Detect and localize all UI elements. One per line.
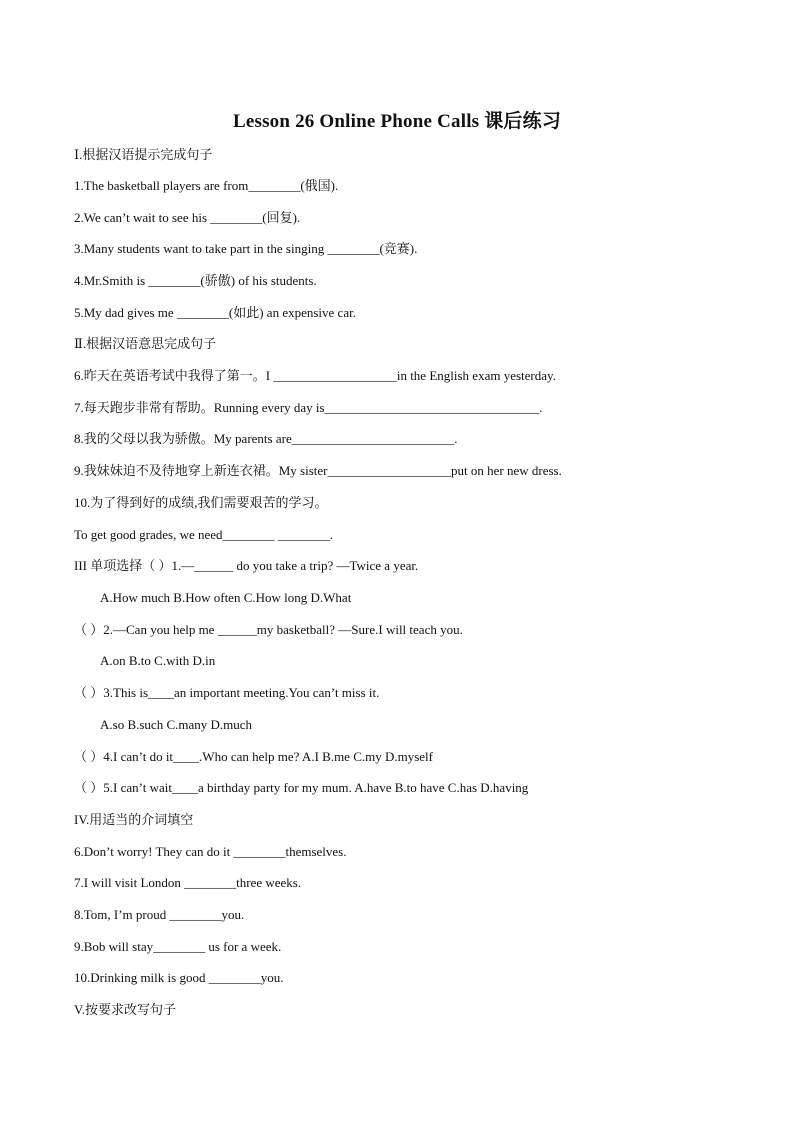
question-line: （ ）2.—Can you help me ______my basketball? —Sure.I will teach you. — [74, 622, 463, 637]
section-heading-3: III 单项选择（ ）1.—______ do you take a trip? —Twice a year. — [74, 558, 419, 573]
question-line: 8.Tom, I’m proud ________you. — [74, 907, 245, 922]
section-heading-4: IV.用适当的介词填空 — [74, 812, 194, 827]
question-line: 6.Don’t worry! They can do it ________themselves. — [74, 844, 347, 859]
question-line: 6.昨天在英语考试中我得了第一。I ___________________in the English exam yesterday. — [74, 368, 556, 383]
question-line: 3.Many students want to take part in the singing ________(竞赛). — [74, 241, 418, 256]
options-line: A.How much B.How often C.How long D.What — [100, 590, 352, 605]
question-line: 10.Drinking milk is good ________you. — [74, 970, 284, 985]
question-line: 4.Mr.Smith is ________(骄傲) of his students. — [74, 273, 317, 288]
question-line: （ ）3.This is____an important meeting.You can’t miss it. — [74, 685, 380, 700]
section-heading-2: Ⅱ.根据汉语意思完成句子 — [74, 336, 217, 351]
page-title: Lesson 26 Online Phone Calls 课后练习 — [232, 111, 562, 132]
options-line: A.so B.such C.many D.much — [100, 717, 253, 732]
question-line: 9.我妹妹迫不及待地穿上新连衣裙。My sister___________________put on her new dress. — [74, 463, 562, 478]
question-line: To get good grades, we need________ ________. — [74, 527, 334, 542]
section-heading-5: V.按要求改写句子 — [74, 1002, 176, 1017]
question-line: 7.每天跑步非常有帮助。Running every day is_________________________________. — [74, 400, 543, 415]
question-line: 10.为了得到好的成绩,我们需要艰苦的学习。 — [74, 495, 328, 510]
question-line: （ ）4.I can’t do it____.Who can help me? A.I B.me C.my D.myself — [74, 749, 433, 764]
question-line: 2.We can’t wait to see his ________(回复). — [74, 210, 301, 225]
question-line: （ ）5.I can’t wait____a birthday party for my mum. A.have B.to have C.has D.having — [74, 780, 529, 795]
question-line: 8.我的父母以我为骄傲。My parents are_________________________. — [74, 431, 458, 446]
question-line: 7.I will visit London ________three weeks. — [74, 875, 302, 890]
question-line: 9.Bob will stay________ us for a week. — [74, 939, 282, 954]
options-line: A.on B.to C.with D.in — [100, 653, 216, 668]
question-line: 5.My dad gives me ________(如此) an expensive car. — [74, 305, 356, 320]
question-line: 1.The basketball players are from________(俄国). — [74, 178, 339, 193]
section-heading-1: Ⅰ.根据汉语提示完成句子 — [74, 147, 213, 162]
